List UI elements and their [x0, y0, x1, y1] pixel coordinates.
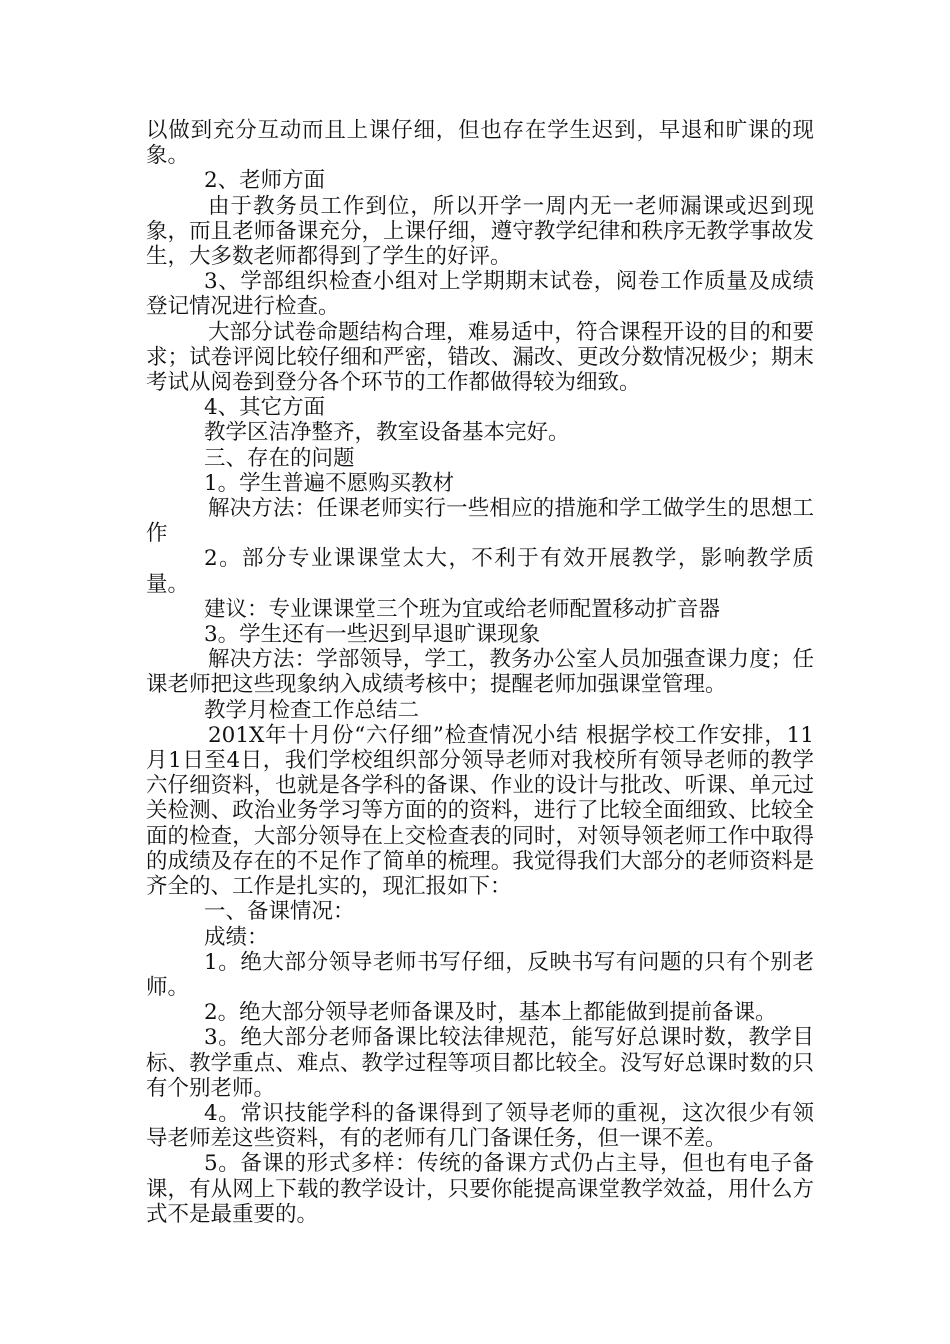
- paragraph: 一、备课情况：: [204, 899, 355, 925]
- document-page: [146, 118, 814, 1227]
- paragraph: 2、老师方面: [204, 168, 326, 194]
- paragraph: 以做到充分互动而且上课仔细，但也存在学生迟到，早退和旷课的现象。: [146, 118, 814, 169]
- paragraph: 解决方法：任课老师实行一些相应的措施和学工做学生的思想工作: [146, 496, 814, 547]
- paragraph: 3。学生还有一些迟到早退旷课现象: [204, 622, 541, 648]
- paragraph: 3。绝大部分老师备课比较法律规范，能写好总课时数，教学目标、教学重点、难点、教学过程等项目都比较全。没写好总课时数的只有个别老师。: [146, 1025, 814, 1101]
- paragraph: 2。绝大部分领导老师备课及时，基本上都能做到提前备课。: [204, 1000, 777, 1026]
- paragraph: 2。部分专业课课堂太大，不利于有效开展教学，影响教学质量。: [146, 546, 814, 597]
- paragraph: 1。学生普遍不愿购买教材: [204, 470, 455, 496]
- paragraph: 三、存在的问题: [204, 445, 355, 471]
- paragraph: 5。备课的形式多样：传统的备课方式仍占主导，但也有电子备课，有从网上下载的教学设计，只要你能提高课堂教学效益，用什么方式不是最重要的。: [146, 1151, 814, 1227]
- paragraph: 1。绝大部分领导老师书写仔细，反映书写有问题的只有个别老师。: [146, 949, 814, 1000]
- paragraph: 4、其它方面: [204, 395, 326, 421]
- paragraph: 成绩：: [204, 924, 269, 950]
- paragraph: 解决方法：学部领导，学工，教务办公室人员加强查课力度；任课老师把这些现象纳入成绩考核中；提醒老师加强课堂管理。: [146, 647, 814, 698]
- paragraph: 教学区洁净整齐，教室设备基本完好。: [204, 420, 570, 446]
- paragraph: 教学月检查工作总结二: [204, 697, 420, 723]
- paragraph: 由于教务员工作到位，所以开学一周内无一老师漏课或迟到现象，而且老师备课充分，上课仔细，遵守教学纪律和秩序无教学事故发生，大多数老师都得到了学生的好评。: [146, 193, 814, 270]
- paragraph: 4。常识技能学科的备课得到了领导老师的重视，这次很少有领导老师差这些资料，有的老师有几门备课任务，但一课不差。: [146, 1100, 814, 1152]
- paragraph: 大部分试卷命题结构合理，难易适中，符合课程开设的目的和要求；试卷评阅比较仔细和严密，错改、漏改、更改分数情况极少；期末考试从阅卷到登分各个环节的工作都做得较为细致。: [146, 319, 814, 396]
- paragraph: 3、学部组织检查小组对上学期期末试卷，阅卷工作质量及成绩登记情况进行检查。: [146, 269, 814, 320]
- paragraph: 201X年十月份“六仔细”检查情况小结 根据学校工作安排，11月1日至4日，我们学校组织部分领导老师对我校所有领导老师的教学六仔细资料，也就是各学科的备课、作业的设计与批改、听课、单元过关检测、政治业务学习等方面的的资料，进行了比较全面细致、比较全面的检查，大部分领导在上交检查表的同时，对领导领老师工作中取得的成绩及存在的不足作了简单的梳理。我觉得我们大部分的老师资料是齐全的、工作是扎实的，现汇报如下：: [146, 722, 814, 900]
- paragraph: 建议：专业课课堂三个班为宜或给老师配置移动扩音器: [204, 596, 721, 622]
